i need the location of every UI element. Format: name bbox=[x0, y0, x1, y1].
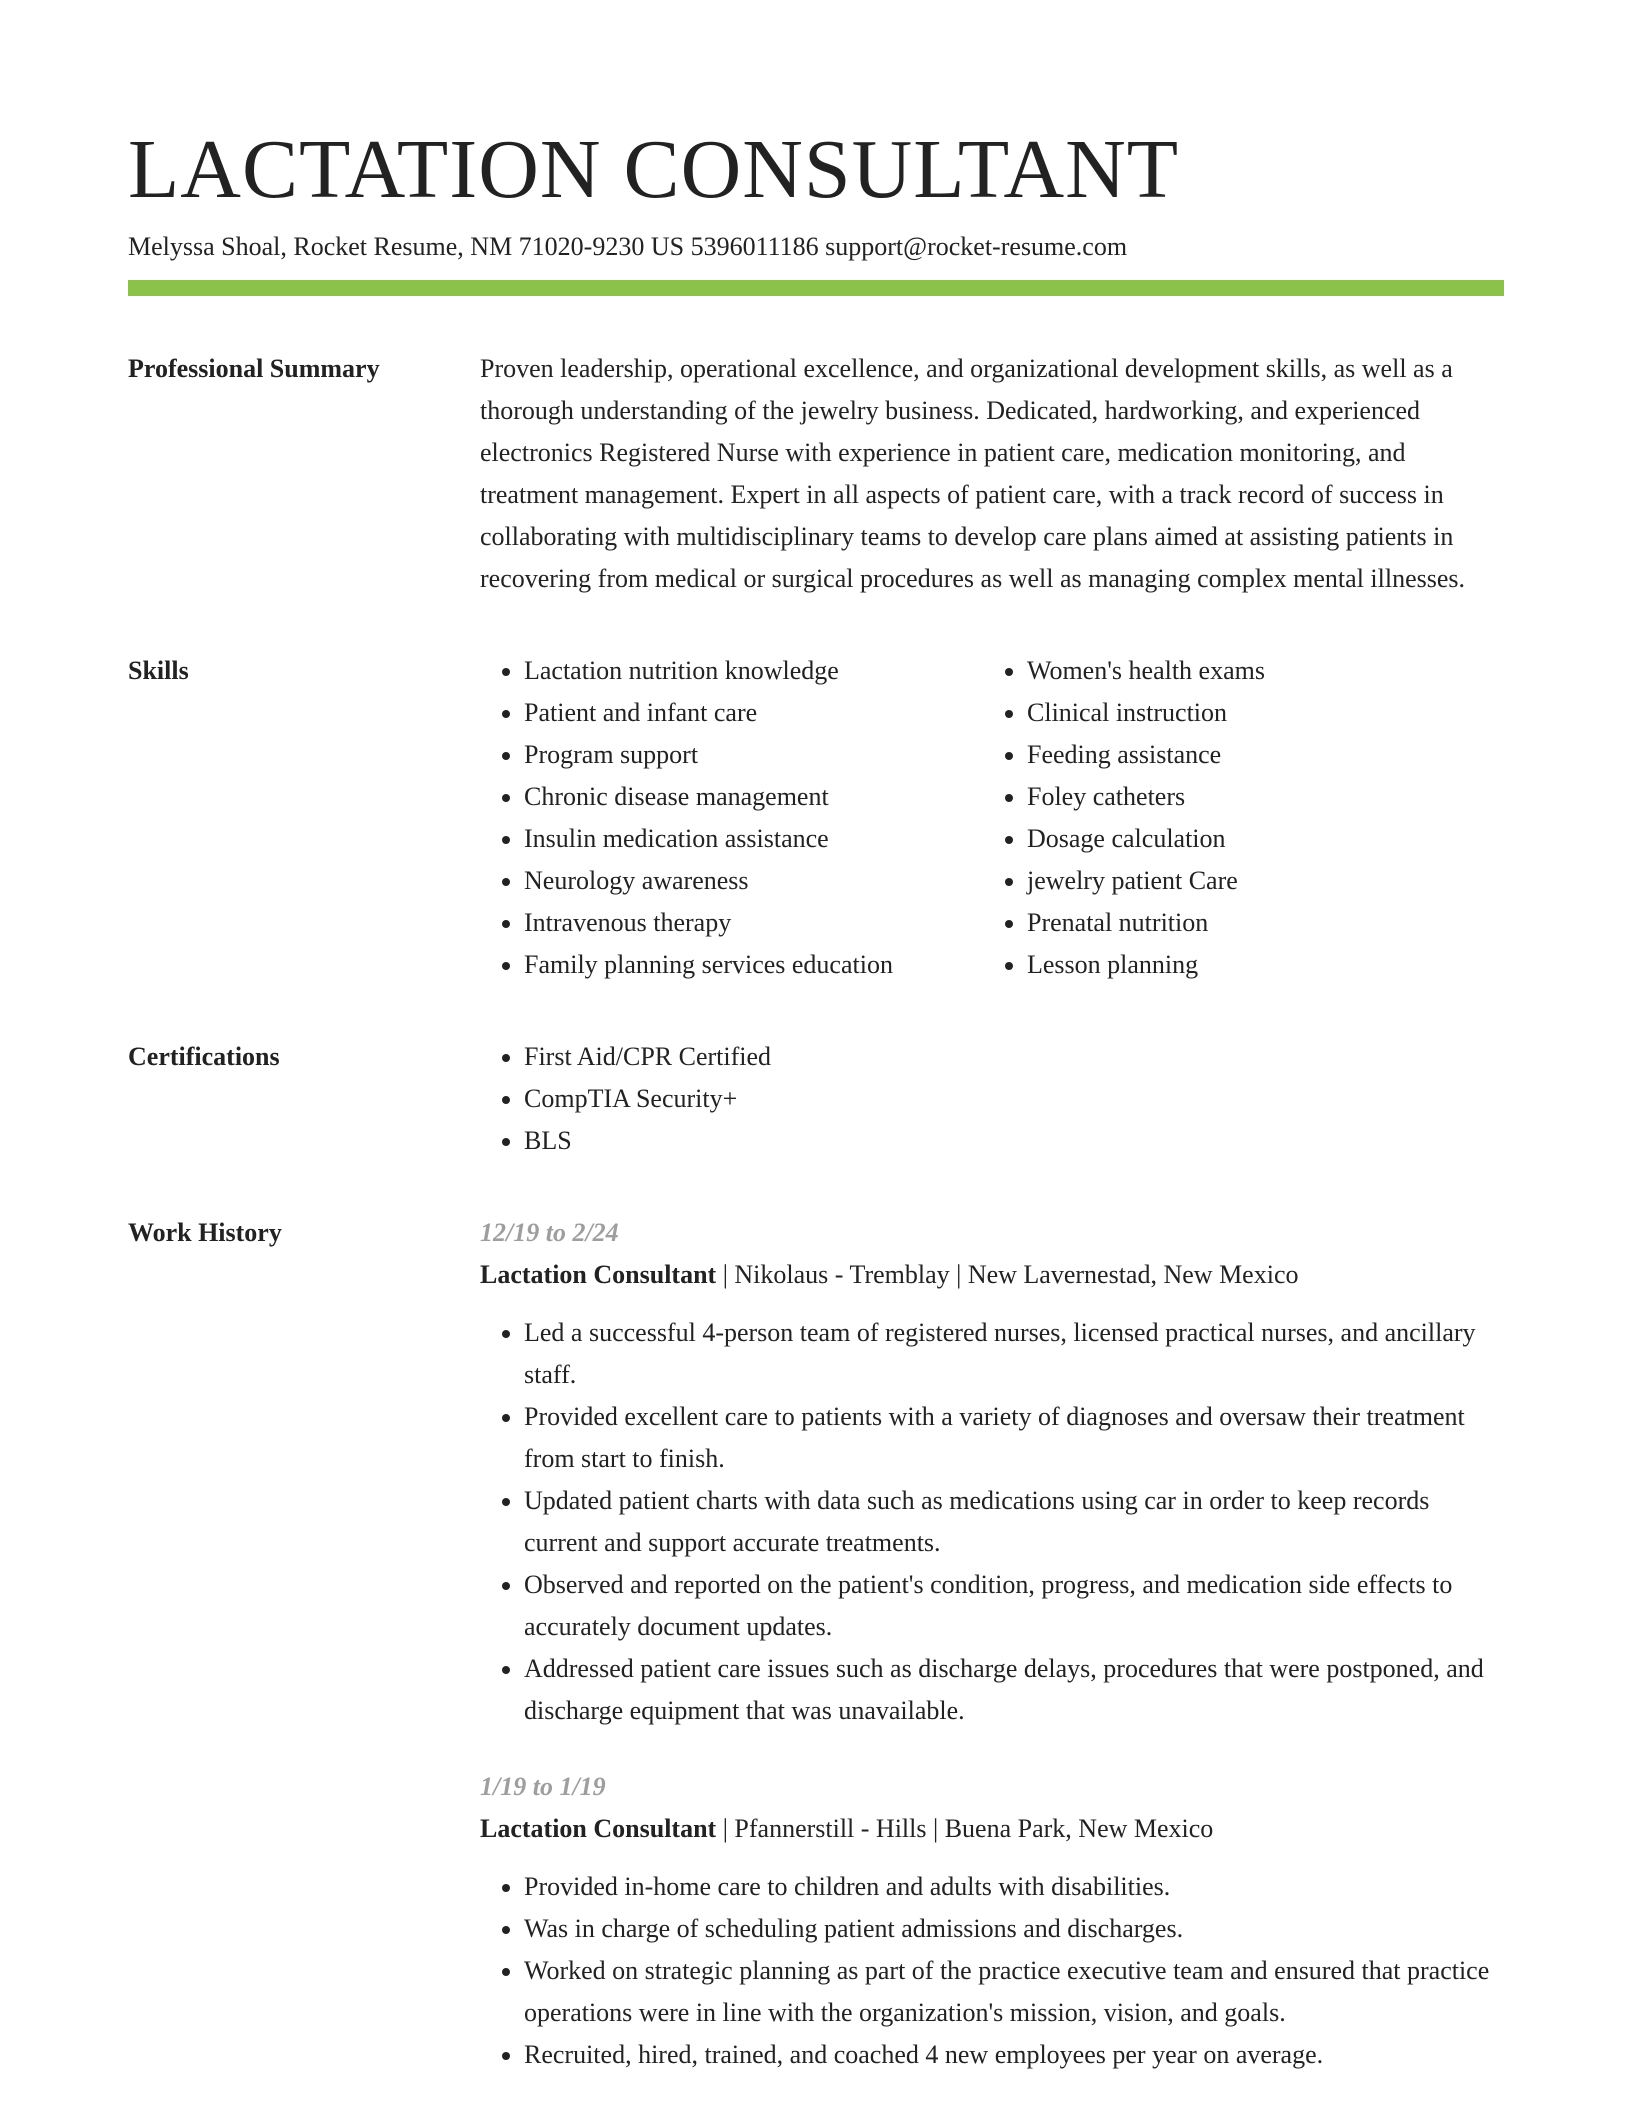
job-header bbox=[480, 1254, 1504, 1296]
skill-item: • jewelry patient Care bbox=[1027, 860, 1486, 902]
job-duty-item: • Provided in-home care to children and adults with disabilities. bbox=[524, 1866, 1504, 1908]
skills-list-right bbox=[983, 650, 1486, 986]
skill-item: • Lactation nutrition knowledge bbox=[524, 650, 983, 692]
job-duty-item: • Was in charge of scheduling patient admissions and discharges. bbox=[524, 1908, 1504, 1950]
certifications-heading: Certifications bbox=[128, 1042, 280, 1071]
skill-item: • Insulin medication assistance bbox=[524, 818, 983, 860]
certification-item: • CompTIA Security+ bbox=[524, 1078, 1504, 1120]
work-history-heading: Work History bbox=[128, 1218, 282, 1247]
resume-title: LACTATION CONSULTANT bbox=[128, 123, 1180, 216]
skills-list-left bbox=[480, 650, 983, 986]
header-divider bbox=[128, 280, 1504, 296]
skill-item: • Lesson planning bbox=[1027, 944, 1486, 986]
job-duty-item: • Recruited, hired, trained, and coached 4 new employees per year on average. bbox=[524, 2034, 1504, 2076]
summary-text: Proven leadership, operational excellence, and organizational development skills, as well as a thorough understanding of the jewelry business. Dedicated, hardworking, and experienced electronics Registered Nurse with experience in patient care, medication monitoring, and treatment management. Expert in all aspects of patient care, with a track record of success in collaborating with multidisciplinary teams to develop care plans aimed at assisting patients in recovering from medical or surgical procedures as well as managing complex mental illnesses. bbox=[480, 354, 1466, 593]
skill-item: • Prenatal nutrition bbox=[1027, 902, 1486, 944]
job-title: Lactation Consultant bbox=[480, 1814, 717, 1843]
certification-item: • BLS bbox=[524, 1120, 1504, 1162]
job-duty-item: • Observed and reported on the patient's condition, progress, and medication side effects to accurately document updates. bbox=[524, 1564, 1504, 1648]
certifications-list bbox=[480, 1036, 1504, 1162]
certification-item: • First Aid/CPR Certified bbox=[524, 1036, 1504, 1078]
skill-item: • Women's health exams bbox=[1027, 650, 1486, 692]
certifications-section bbox=[128, 1036, 1504, 1162]
job-dates: 12/19 to 2/24 bbox=[480, 1218, 619, 1247]
skill-item: • Foley catheters bbox=[1027, 776, 1486, 818]
job-duty-item: • Addressed patient care issues such as discharge delays, procedures that were postponed, and discharge equipment that was unavailable. bbox=[524, 1648, 1504, 1732]
skill-item: • Neurology awareness bbox=[524, 860, 983, 902]
job-employer-location: | Nikolaus - Tremblay | New Lavernestad, New Mexico bbox=[716, 1260, 1299, 1289]
job-dates: 1/19 to 1/19 bbox=[480, 1772, 606, 1801]
skill-item: • Dosage calculation bbox=[1027, 818, 1486, 860]
skill-item: • Family planning services education bbox=[524, 944, 983, 986]
summary-section bbox=[128, 348, 1504, 600]
skills-section bbox=[128, 650, 1504, 986]
job-entry bbox=[480, 1212, 1504, 1732]
skill-item: • Clinical instruction bbox=[1027, 692, 1486, 734]
job-duty-item: • Led a successful 4-person team of registered nurses, licensed practical nurses, and ancillary staff. bbox=[524, 1312, 1504, 1396]
skills-heading: Skills bbox=[128, 656, 189, 685]
contact-line: Melyssa Shoal, Rocket Resume, NM 71020-9230 US 5396011186 support@rocket-resume.com bbox=[128, 232, 1128, 261]
skill-item: • Chronic disease management bbox=[524, 776, 983, 818]
job-entry bbox=[480, 1766, 1504, 2076]
resume-page bbox=[128, 122, 1504, 2110]
job-title: Lactation Consultant bbox=[480, 1260, 717, 1289]
job-employer-location: | Pfannerstill - Hills | Buena Park, New Mexico bbox=[716, 1814, 1214, 1843]
job-duty-item: • Worked on strategic planning as part of the practice executive team and ensured that practice operations were in line with the organization's mission, vision, and goals. bbox=[524, 1950, 1504, 2034]
job-duty-item: • Updated patient charts with data such as medications using car in order to keep records current and support accurate treatments. bbox=[524, 1480, 1504, 1564]
job-duty-item: • Provided excellent care to patients with a variety of diagnoses and oversaw their treatment from start to finish. bbox=[524, 1396, 1504, 1480]
skill-item: • Intravenous therapy bbox=[524, 902, 983, 944]
work-history-section bbox=[128, 1212, 1504, 2110]
job-header bbox=[480, 1808, 1504, 1850]
job-duties-list bbox=[480, 1312, 1504, 1732]
summary-heading: Professional Summary bbox=[128, 354, 380, 383]
skill-item: • Feeding assistance bbox=[1027, 734, 1486, 776]
job-duties-list bbox=[480, 1866, 1504, 2076]
skill-item: • Patient and infant care bbox=[524, 692, 983, 734]
skill-item: • Program support bbox=[524, 734, 983, 776]
